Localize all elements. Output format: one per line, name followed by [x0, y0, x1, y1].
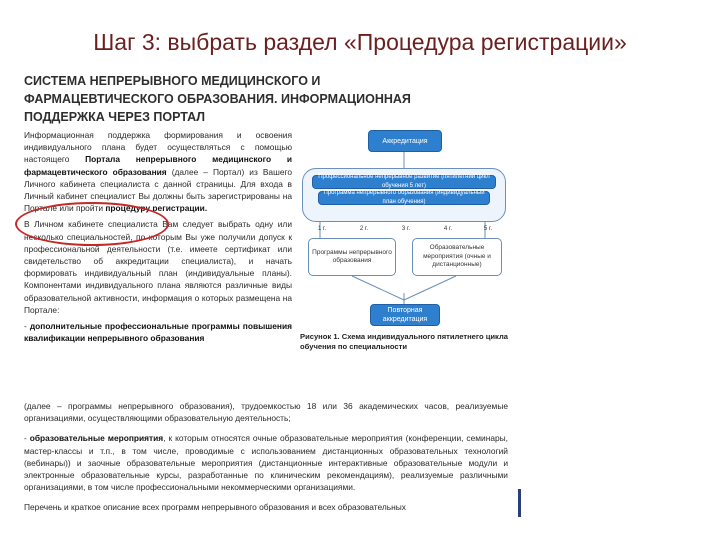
paragraph-portal — [24, 129, 292, 214]
programs-node: Программы непрерывного образования — [308, 238, 396, 276]
text: (далее – Портал) из Вашего Личного кабинета специалиста с данной страницы. Для входа в Личный кабинет специалист Вы должны быть зарегистрированы на Портале или пройти — [24, 166, 292, 214]
heading-line: СИСТЕМА НЕПРЕРЫВНОГО МЕДИЦИНСКОГО И — [24, 74, 321, 88]
cycle-diagram — [300, 128, 508, 388]
year-label: 5 г. — [483, 226, 493, 232]
text: , к которым относятся очные образовательные мероприятия (конференции, семинары, мастер-классы и т.п., в том числе, проводимые с использованием дистанционных образовательных технологий (вебинары)) и заочные образовательные мероприятия (дистанционные интерактивные образовательные модули и электронные образовательные курсы, разработанные по клиническим рекомендациям), реализуемые различными организациями, в том числе профессиональными некоммерческими организациями. — [24, 433, 508, 493]
highlight-ring — [15, 202, 169, 246]
registration-procedure-link[interactable]: процедуру регистрации. — [105, 203, 208, 214]
document-page — [24, 70, 508, 540]
edge-marker — [518, 489, 521, 517]
reaccreditation-node: Повторная аккредитация — [370, 304, 440, 326]
dash: - — [24, 433, 30, 444]
events-node: Образовательные мероприятия (очные и дистанционные) — [412, 238, 502, 276]
paragraph-cabinet: В Личном кабинете специалиста Вам следует выбрать одну или несколько специальностей, по которым Вы уже получили допуск к профессиональной деятельности (т.е. имеете сертификат или свидетельство об аккредитации специалиста), и начать формировать индивидуальный план (индивидуальные планы). Компонентами индивидуального плана являются различные виды образовательной активности, информация о которых размещена на Портале: — [24, 219, 292, 315]
dash: - — [24, 321, 30, 332]
plan-band: Программа непрерывного образования (индивидуальный план обучения) — [318, 191, 490, 205]
document-heading — [24, 72, 464, 126]
slide-title: Шаг 3: выбрать раздел «Процедура регистрации» — [93, 29, 627, 55]
figure-caption: Рисунок 1. Схема индивидуального пятилетнего цикла обучения по специальности — [300, 332, 508, 351]
year-label: 4 г. — [443, 226, 453, 232]
paragraph-programs-cont: (далее – программы непрерывного образования), трудоемкостью 18 или 36 академических часов, реализуемые организациями, осуществляющими образовательную деятельность; — [24, 401, 508, 424]
paragraph-list: Перечень и краткое описание всех программ непрерывного образования и всех образовательных — [24, 502, 406, 513]
year-label: 1 г. — [317, 226, 327, 232]
paragraph-programs — [24, 320, 292, 344]
cycle-band: Профессиональное непрерывное развитие (пятилетний цикл обучения 5 лет) — [312, 175, 496, 189]
body-text — [24, 400, 508, 522]
events-term: образовательные мероприятия — [29, 433, 164, 444]
year-label: 2 г. — [359, 226, 369, 232]
year-label: 3 г. — [401, 226, 411, 232]
heading-line: ФАРМАЦЕВТИЧЕСКОГО ОБРАЗОВАНИЯ. ИНФОРМАЦИОННАЯ — [24, 92, 411, 106]
heading-line: ПОДДЕРЖКА ЧЕРЕЗ ПОРТАЛ — [24, 110, 206, 124]
portal-name: Портала непрерывного медицинского и фармацевтического образования — [24, 154, 292, 177]
accreditation-node: Аккредитация — [368, 130, 442, 152]
text: Информационная поддержка формирования и освоения индивидуального плана будет осуществляться с помощью настоящего — [24, 130, 292, 165]
paragraph-events — [24, 432, 508, 493]
programs-term: дополнительные профессиональные программы повышения квалификации непрерывного образования — [24, 321, 292, 344]
